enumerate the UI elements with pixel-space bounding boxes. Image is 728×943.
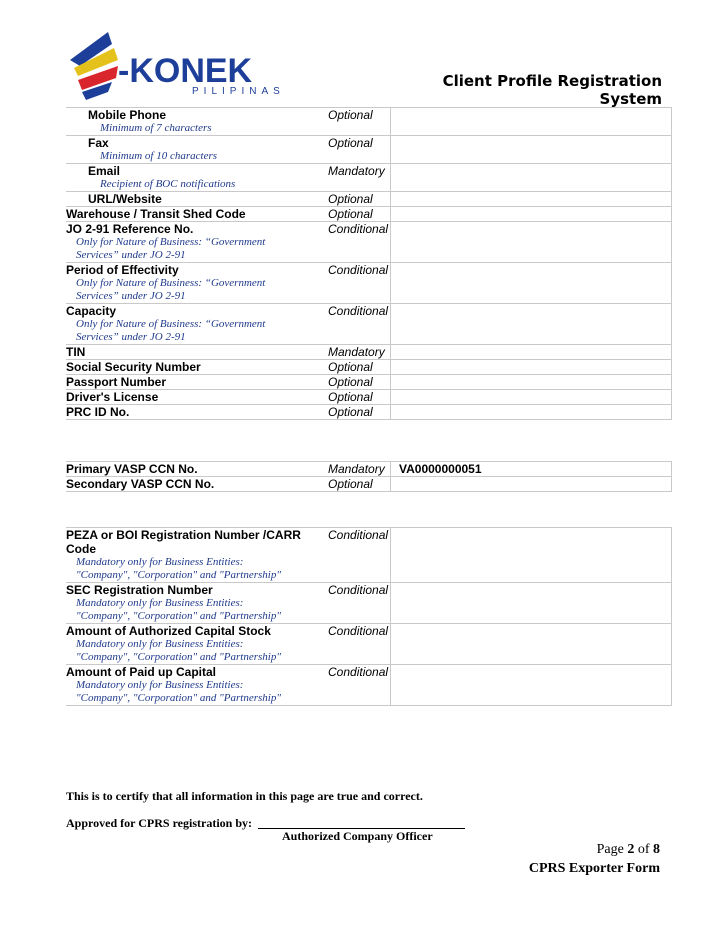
field-note: Mandatory only for Business Entities: xyxy=(76,556,244,568)
table-row xyxy=(66,624,672,665)
field-label: PRC ID No. xyxy=(66,405,130,419)
passport-field[interactable] xyxy=(391,375,672,390)
logo-subtext: PILIPINAS xyxy=(192,86,285,97)
requirement: Mandatory xyxy=(328,164,385,178)
field-note: Only for Nature of Business: “Government xyxy=(76,318,266,330)
requirement: Optional xyxy=(328,207,373,221)
table-row xyxy=(66,345,672,360)
primary-vasp-ccn-field[interactable]: VA0000000051 xyxy=(391,462,672,477)
requirement: Conditional xyxy=(328,222,389,236)
table-row xyxy=(66,583,672,624)
field-note: Services” under JO 2-91 xyxy=(76,331,186,343)
requirement: Mandatory xyxy=(328,462,385,476)
field-label: Driver's License xyxy=(66,390,159,404)
requirement: Conditional xyxy=(328,304,389,318)
signature-line[interactable] xyxy=(258,816,465,829)
requirement: Conditional xyxy=(328,528,389,542)
logo-text: -KONEK xyxy=(118,52,253,90)
sss-field[interactable] xyxy=(391,360,672,375)
field-label: Mobile Phone xyxy=(88,108,166,122)
table-row xyxy=(66,375,672,390)
field-label: Fax xyxy=(88,136,109,150)
requirement: Conditional xyxy=(328,665,389,679)
page-number: Page 2 of 8 xyxy=(596,842,660,857)
secondary-vasp-ccn-field[interactable] xyxy=(391,477,672,492)
field-note: Mandatory only for Business Entities: xyxy=(76,638,244,650)
approved-by-label: Approved for CPRS registration by: xyxy=(66,816,252,830)
form-name: CPRS Exporter Form xyxy=(528,861,660,876)
requirement: Conditional xyxy=(328,624,389,638)
field-label: JO 2-91 Reference No. xyxy=(66,222,194,236)
table-row xyxy=(66,390,672,405)
paid-up-capital-field[interactable] xyxy=(391,665,672,706)
table-row xyxy=(66,164,672,192)
field-label: Capacity xyxy=(66,304,117,318)
field-note: "Company", "Corporation" and "Partnership" xyxy=(76,651,281,663)
prc-id-field[interactable] xyxy=(391,405,672,420)
period-effectivity-field[interactable] xyxy=(391,263,672,304)
field-label: TIN xyxy=(66,345,86,359)
requirement: Optional xyxy=(328,360,373,374)
field-label: Period of Effectivity xyxy=(66,263,179,277)
table-row xyxy=(66,263,672,304)
table-row xyxy=(66,304,672,345)
table-row xyxy=(66,136,672,164)
field-label: Social Security Number xyxy=(66,360,201,374)
requirement: Optional xyxy=(328,375,373,389)
officer-label: Authorized Company Officer xyxy=(282,829,433,843)
table-row xyxy=(66,192,672,207)
tin-field[interactable] xyxy=(391,345,672,360)
table-row xyxy=(66,528,672,583)
field-note: Services” under JO 2-91 xyxy=(76,290,186,302)
field-note: Minimum of 10 characters xyxy=(100,150,218,162)
field-label: Code xyxy=(66,542,96,556)
field-label: Amount of Paid up Capital xyxy=(66,665,216,679)
table-row xyxy=(66,222,672,263)
field-label: PEZA or BOI Registration Number /CARR xyxy=(66,528,301,542)
email-field[interactable] xyxy=(391,164,672,192)
field-label: Warehouse / Transit Shed Code xyxy=(66,207,246,221)
table-row xyxy=(66,665,672,706)
field-note: Services” under JO 2-91 xyxy=(76,249,186,261)
field-label: Primary VASP CCN No. xyxy=(66,462,198,476)
table-row xyxy=(66,405,672,420)
requirement: Mandatory xyxy=(328,345,385,359)
requirement: Conditional xyxy=(328,583,389,597)
table-row xyxy=(66,462,672,477)
field-label: Amount of Authorized Capital Stock xyxy=(66,624,271,638)
field-label: Secondary VASP CCN No. xyxy=(66,477,215,491)
field-note: Mandatory only for Business Entities: xyxy=(76,679,244,691)
capacity-field[interactable] xyxy=(391,304,672,345)
field-label: Passport Number xyxy=(66,375,167,389)
e-konek-logo xyxy=(68,30,308,110)
certification-statement: This is to certify that all information in this page are true and correct. xyxy=(66,789,423,803)
jo-reference-field[interactable] xyxy=(391,222,672,263)
sec-registration-field[interactable] xyxy=(391,583,672,624)
drivers-license-field[interactable] xyxy=(391,390,672,405)
warehouse-code-field[interactable] xyxy=(391,207,672,222)
authorized-capital-field[interactable] xyxy=(391,624,672,665)
vasp-ccn-table xyxy=(66,461,672,492)
field-note: "Company", "Corporation" and "Partnership" xyxy=(76,569,281,581)
field-note: Mandatory only for Business Entities: xyxy=(76,597,244,609)
table-row xyxy=(66,108,672,136)
field-label: SEC Registration Number xyxy=(66,583,213,597)
system-title: Client Profile Registration System xyxy=(442,72,662,108)
requirement: Optional xyxy=(328,192,373,206)
field-note: Recipient of BOC notifications xyxy=(100,178,236,190)
table-row xyxy=(66,360,672,375)
peza-boi-field[interactable] xyxy=(391,528,672,583)
business-registration-table xyxy=(66,527,672,706)
requirement: Optional xyxy=(328,108,373,122)
field-note: "Company", "Corporation" and "Partnership" xyxy=(76,610,281,622)
field-note: Only for Nature of Business: “Government xyxy=(76,277,266,289)
requirement: Optional xyxy=(328,405,373,419)
field-label: URL/Website xyxy=(88,192,162,206)
url-website-field[interactable] xyxy=(391,192,672,207)
field-note: Minimum of 7 characters xyxy=(100,122,212,134)
mobile-phone-field[interactable] xyxy=(391,108,672,136)
requirement: Optional xyxy=(328,136,373,150)
requirement: Optional xyxy=(328,477,373,491)
requirement: Conditional xyxy=(328,263,389,277)
requirement: Optional xyxy=(328,390,373,404)
field-label: Email xyxy=(88,164,121,178)
contact-ids-table xyxy=(66,107,672,420)
field-note: Only for Nature of Business: “Government xyxy=(76,236,266,248)
field-note: "Company", "Corporation" and "Partnership" xyxy=(76,692,281,704)
fax-field[interactable] xyxy=(391,136,672,164)
table-row xyxy=(66,207,672,222)
table-row xyxy=(66,477,672,492)
